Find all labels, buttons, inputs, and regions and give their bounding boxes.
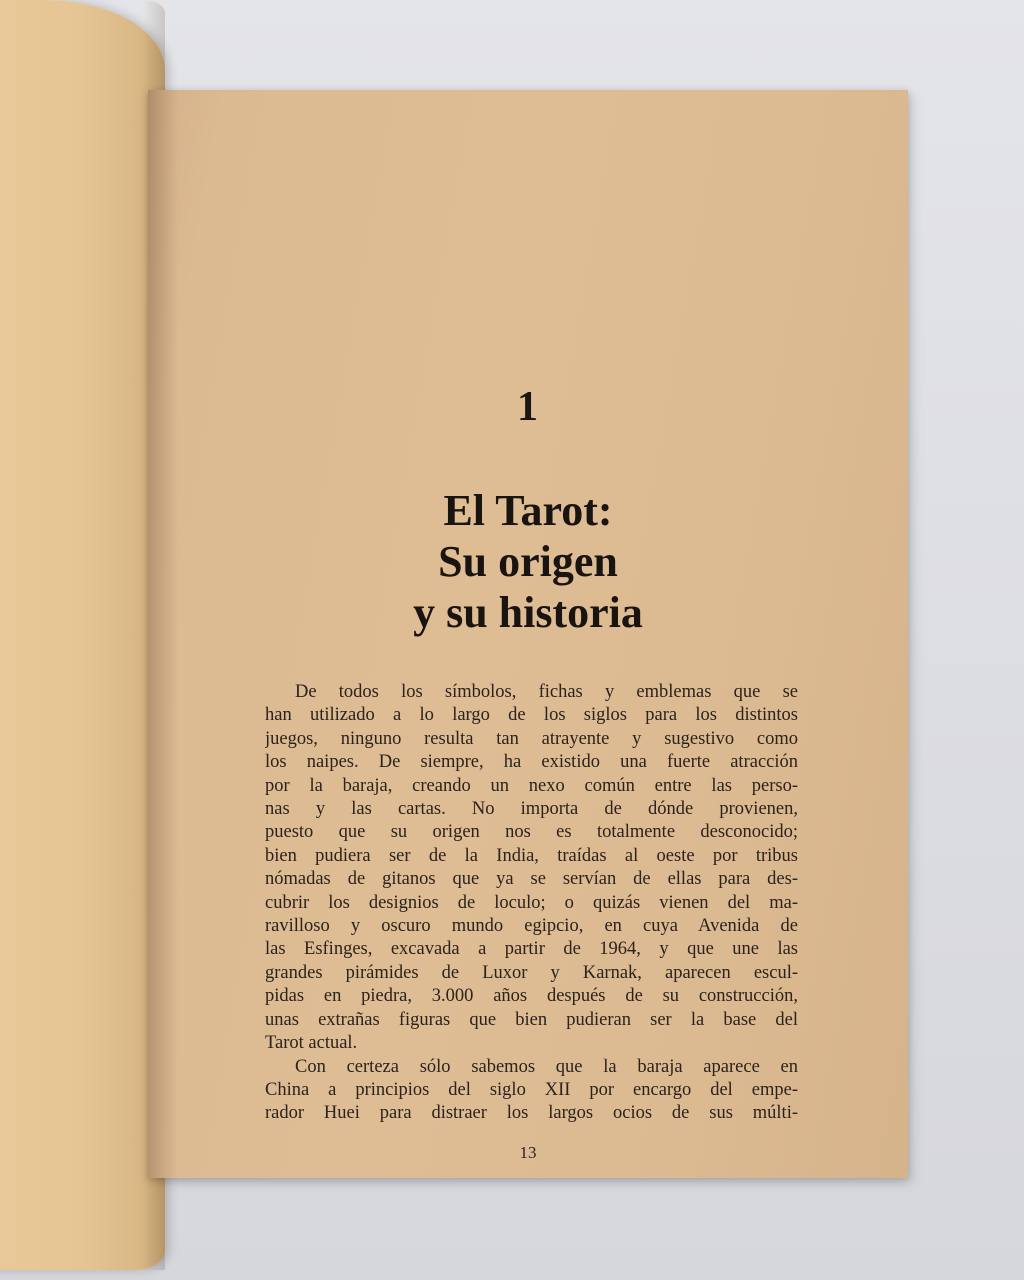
text-line: las Esfinges, excavada a partir de 1964, y que une las	[265, 939, 798, 960]
book-page	[148, 90, 908, 1178]
chapter-title-line: y su historia	[413, 588, 643, 637]
page-number: 13	[519, 1143, 537, 1162]
text-line: unas extrañas figuras que bien pudieran ser la base del	[265, 1009, 798, 1030]
text-line: nómadas de gitanos que ya se servían de ellas para des-	[265, 869, 798, 890]
text-line: ravilloso y oscuro mundo egipcio, en cuya Avenida de	[265, 916, 798, 937]
text-line: Tarot actual.	[265, 1033, 358, 1054]
text-line: grandes pirámides de Luxor y Karnak, aparecen escul-	[265, 962, 798, 983]
text-line: rador Huei para distraer los largos ocios de sus múlti-	[265, 1103, 798, 1124]
paragraph	[265, 1056, 798, 1126]
text-line: nas y las cartas. No importa de dónde provienen,	[265, 799, 798, 820]
text-line: China a principios del siglo XII por encargo del empe-	[265, 1079, 798, 1100]
text-line: juegos, ninguno resulta tan atrayente y sugestivo como	[265, 728, 798, 749]
paragraph	[265, 681, 798, 1056]
chapter-number: 1	[517, 384, 539, 430]
text-line: De todos los símbolos, fichas y emblemas que se	[295, 682, 798, 702]
text-line: cubrir los designios de loculo; o quizás vienen del ma-	[265, 892, 798, 913]
body-text	[265, 681, 798, 1126]
text-line: por la baraja, creando un nexo común entre las perso-	[265, 775, 798, 796]
text-line: puesto que su origen nos es totalmente desconocido;	[265, 822, 798, 843]
text-line: bien pudiera ser de la India, traídas al oeste por tribus	[265, 845, 798, 866]
text-line: los naipes. De siempre, ha existido una fuerte atracción	[265, 752, 798, 773]
text-line: pidas en piedra, 3.000 años después de su construcción,	[265, 986, 798, 1007]
chapter-title-line: Su origen	[438, 537, 618, 586]
left-page-edge	[0, 0, 165, 1270]
text-line: han utilizado a lo largo de los siglos para los distintos	[265, 705, 798, 726]
chapter-title	[148, 485, 908, 638]
text-line: Con certeza sólo sabemos que la baraja aparece en	[295, 1056, 798, 1077]
chapter-title-line: El Tarot:	[443, 486, 613, 535]
